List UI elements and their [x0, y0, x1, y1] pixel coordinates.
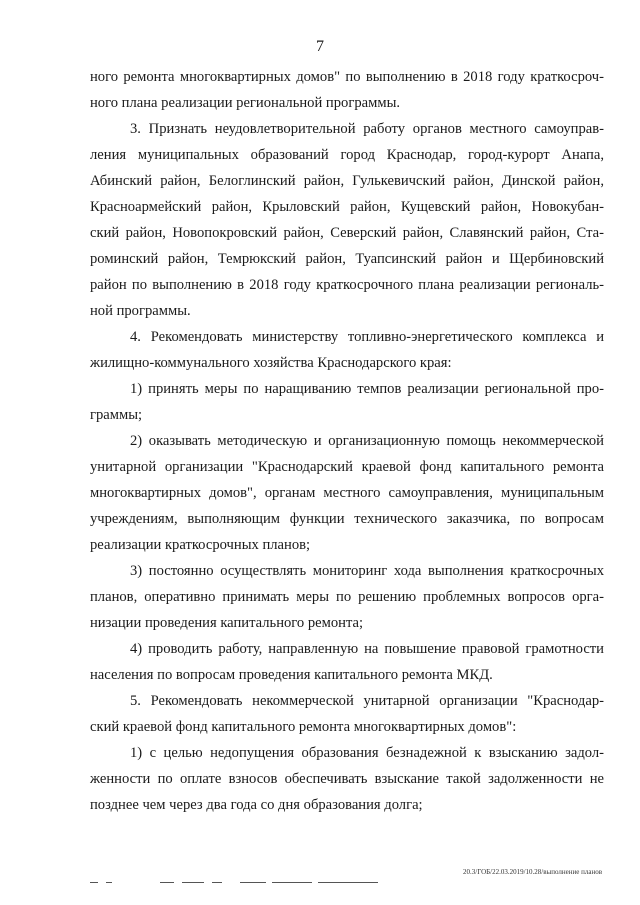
text-line: 1) принять меры по наращиванию темпов реализации региональной про- [130, 381, 604, 397]
footer-document-code: 20.3/ГОБ/22.03.2019/10.28/выполнение планов [463, 868, 602, 876]
text-line: планов, оперативно принимать меры по решению проблемных вопросов орга- [90, 589, 604, 605]
document-body [90, 64, 604, 818]
text-line: жилищно-коммунального хозяйства Краснодарского края: [90, 355, 452, 371]
text-line: унитарной организации "Краснодарский краевой фонд капитального ремонта [90, 459, 604, 475]
text-line: Красноармейский район, Крыловский район, Кущевский район, Новокубан- [90, 199, 604, 215]
text-line: позднее чем через два года со дня образования долга; [90, 797, 423, 813]
text-line: район по выполнению в 2018 году краткосрочного плана реализации региональ- [90, 277, 604, 293]
text-line: роминский район, Темрюкский район, Туапсинский район и Щербиновский [90, 251, 604, 267]
text-line: 5. Рекомендовать некоммерческой унитарной организации "Краснодар- [130, 693, 604, 709]
text-line: низации проведения капитального ремонта; [90, 615, 364, 631]
text-line: 2) оказывать методическую и организационную помощь некоммерческой [130, 433, 604, 449]
page-number: 7 [316, 38, 324, 55]
text-line: ский краевой фонд капитального ремонта многоквартирных домов": [90, 719, 517, 735]
text-line: 4) проводить работу, направленную на повышение правовой грамотности [130, 641, 604, 657]
text-line: учреждениям, выполняющим функции технического заказчика, по вопросам [90, 511, 604, 527]
text-line: 3. Признать неудовлетворительной работу органов местного самоуправ- [130, 121, 604, 137]
text-line: реализации краткосрочных планов; [90, 537, 311, 553]
text-line: Абинский район, Белоглинский район, Гулькевичский район, Динской район, [90, 173, 604, 189]
text-line: ления муниципальных образований город Краснодар, город-курорт Анапа, [90, 147, 604, 163]
text-line: 4. Рекомендовать министерству топливно-энергетического комплекса и [130, 329, 604, 345]
text-line: ский район, Новопокровский район, Северский район, Славянский район, Ста- [90, 225, 604, 241]
text-line: 1) с целью недопущения образования безнадежной к взысканию задол- [130, 745, 604, 761]
text-line: ного плана реализации региональной программы. [90, 95, 401, 111]
text-line: ного ремонта многоквартирных домов" по выполнению в 2018 году краткосроч- [90, 69, 604, 85]
text-line: ной программы. [90, 303, 191, 319]
text-line: женности по оплате взносов обеспечивать взыскание такой задолженности не [90, 771, 604, 787]
text-line: граммы; [90, 407, 143, 423]
text-line: населения по вопросам проведения капитального ремонта МКД. [90, 667, 493, 683]
text-line: многоквартирных домов", органам местного самоуправления, муниципальным [90, 485, 604, 501]
text-line: 3) постоянно осуществлять мониторинг хода выполнения краткосрочных [130, 563, 604, 579]
bottom-scan-marks [90, 880, 390, 886]
